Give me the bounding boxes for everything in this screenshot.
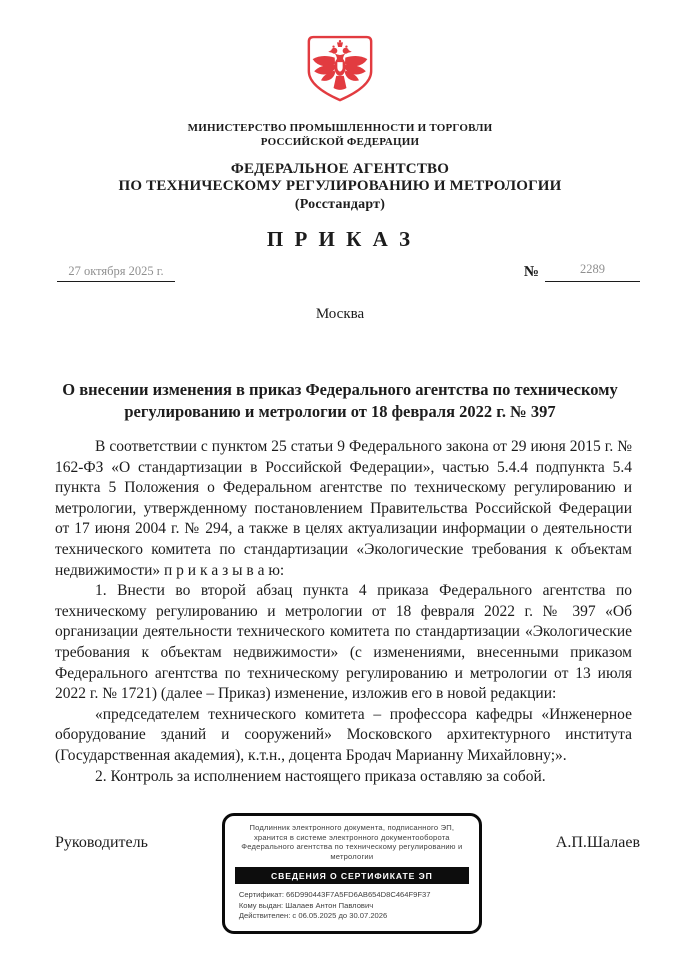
ministry-line-2: РОССИЙСКОЙ ФЕДЕРАЦИИ (260, 135, 420, 148)
electronic-signature-stamp (222, 813, 482, 934)
body-paragraph: «председателем технического комитета – профессора кафедры «Инженерное оборудование зданий и сооружений» Московского архитектурного института (Государственная академия), к.т.н., доцента Бродач Марианну Михайловну;». (55, 705, 632, 764)
body-paragraph: 1. Внести во второй абзац пункта 4 приказа Федерального агентства по техническому регулированию и метрологии от 18 февраля 2022 г. № 397 «Об организации деятельности технического комитета по стандартизации «Экологические требования к объектам недвижимости» (с изменениями, внесенными приказом Федерального агентства по техническому регулированию и метрологии от 13 июля 2022 г. № 1721) (далее – Приказ) изменение, изложив его в новой редакции: (55, 582, 632, 703)
number-underline (545, 281, 640, 282)
stamp-issued-to: Кому выдан: Шалаев Антон Павлович (238, 900, 374, 910)
body-paragraph: В соответствии с пунктом 25 статьи 9 Федерального закона от 29 июня 2015 г. № 162-ФЗ «О стандартизации в Российской Федерации», частью 5.4.4 подпункта 5.4 пункта 5 Положения о Федеральном агентстве по техническому регулированию и метрологии, утвержденному постановлением Правительства Российской Федерации от 17 июня 2004 г. № 294, а также в целях актуализации информации о деятельности технического комитета по стандартизации «Экологические требования к объектам недвижимости» п р и к а з ы в а ю: (55, 438, 632, 579)
agency-line-2: ПО ТЕХНИЧЕСКОМУ РЕГУЛИРОВАНИЮ И МЕТРОЛОГИИ (118, 178, 562, 194)
agency-short-name: (Росстандарт) (294, 197, 386, 212)
number-value: 2289 (580, 262, 605, 276)
city-label: Москва (315, 306, 365, 322)
stamp-validity: Действителен: с 06.05.2025 до 30.07.2026 (238, 911, 388, 921)
agency-name (0, 161, 680, 213)
stamp-certificate-bar: СВЕДЕНИЯ О СЕРТИФИКАТЕ ЭП (235, 867, 469, 884)
agency-line-1: ФЕДЕРАЛЬНОЕ АГЕНТСТВО (230, 161, 450, 177)
stamp-intro-text: Подлинник электронного документа, подписанного ЭП, хранится в системе электронного документооборота Федерального агентства по техническому регулированию и метрологии (241, 823, 463, 861)
signature-row (55, 813, 640, 934)
document-header (0, 0, 680, 252)
ministry-name (0, 122, 680, 149)
russian-coat-of-arms-icon (302, 28, 378, 110)
number-block (524, 260, 640, 282)
ministry-line-1: МИНИСТЕРСТВО ПРОМЫШЛЕННОСТИ И ТОРГОВЛИ (187, 122, 493, 134)
number-sign: № (523, 264, 539, 280)
date-block (57, 264, 175, 282)
document-title: О внесении изменения в приказ Федерального агентства по техническому регулированию и метрологии от 18 февраля 2022 г. № 397 (62, 380, 618, 421)
body-paragraph: 2. Контроль за исполнением настоящего приказа оставляю за собой. (95, 767, 546, 785)
date-number-row (57, 260, 640, 282)
date-value: 27 октября 2025 г. (68, 264, 164, 278)
number-column (545, 260, 640, 282)
document-type-heading: П Р И К А З (266, 227, 414, 251)
document-body (55, 437, 632, 787)
signer-name: А.П.Шалаев (555, 834, 640, 852)
stamp-certificate-number: Сертификат: 66D990443F7A5FD6AB654D8C464F9F37 (238, 890, 431, 900)
signer-position: Руководитель (55, 834, 148, 852)
date-underline (57, 281, 175, 282)
